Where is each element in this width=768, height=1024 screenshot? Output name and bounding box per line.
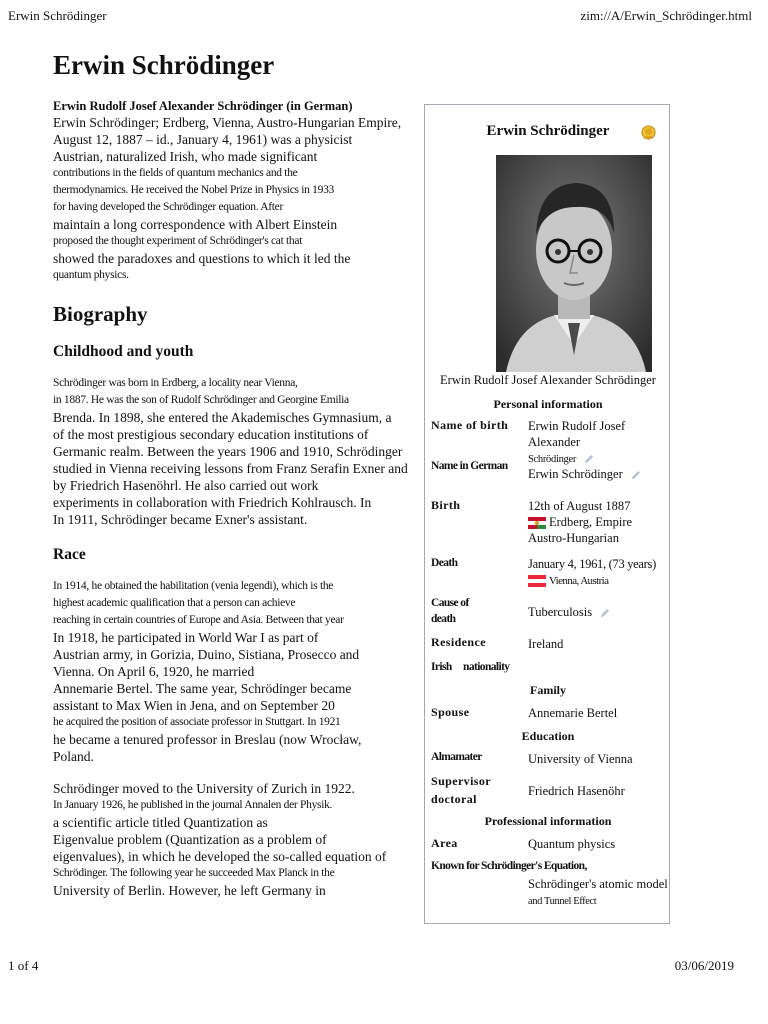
article-title: Erwin Schrödinger bbox=[53, 50, 275, 80]
lead-line: Erwin Schrödinger; Erdberg, Vienna, Austro-Hungarian Empire, bbox=[53, 115, 402, 130]
lead-line: Austrian, naturalized Irish, who made significant bbox=[53, 149, 318, 164]
article-body bbox=[53, 98, 428, 899]
edit-pencil-icon[interactable] bbox=[599, 608, 610, 619]
body-line: a scientific article titled Quantization as bbox=[53, 815, 268, 830]
name-birth-value-2: Schrödinger bbox=[528, 454, 577, 465]
known-for-item: Schrödinger's atomic model bbox=[528, 877, 668, 891]
known-for-label: Known for Schrödinger's Equation, bbox=[431, 860, 587, 872]
lead-line: proposed the thought experiment of Schrödinger's cat that bbox=[53, 235, 303, 247]
body-line: studied in Vienna receiving lessons from Franz Serafin Exner and bbox=[53, 461, 408, 476]
lead-line: August 12, 1887 – id., January 4, 1961) was a physicist bbox=[53, 132, 353, 147]
known-for-value bbox=[528, 876, 668, 910]
body-line: in 1887. He was the son of Rudolf Schrödinger and Georgine Emilia bbox=[53, 394, 349, 406]
lead-line: contributions in the fields of quantum mechanics and the bbox=[53, 167, 298, 179]
body-line: University of Berlin. However, he left Germany in bbox=[53, 883, 326, 898]
body-line: Brenda. In 1898, she entered the Akademisches Gymnasium, a bbox=[53, 410, 392, 425]
race-paragraph bbox=[53, 578, 428, 765]
lead-bold-name: Erwin Rudolf Josef Alexander Schrödinger (in German) bbox=[53, 99, 353, 113]
family-heading: Family bbox=[530, 683, 566, 697]
cause-label: Cause of death bbox=[431, 597, 469, 625]
edit-pencil-icon[interactable] bbox=[630, 470, 641, 481]
portrait-caption: Erwin Rudolf Josef Alexander Schrödinger bbox=[440, 373, 656, 387]
birth-value bbox=[528, 498, 668, 546]
zurich-paragraph bbox=[53, 780, 428, 899]
death-value bbox=[528, 556, 668, 589]
death-label: Death bbox=[431, 557, 458, 569]
death-date: January 4, 1961, (73 years) bbox=[528, 557, 656, 571]
cause-text: Tuberculosis bbox=[528, 605, 593, 619]
austria-hungary-flag-icon bbox=[528, 517, 546, 529]
birth-date: 12th of August 1887 bbox=[528, 499, 631, 513]
name-birth-value bbox=[528, 418, 668, 468]
name-german-text: Erwin Schrödinger bbox=[528, 467, 623, 481]
spouse-value: Annemarie Bertel bbox=[528, 706, 618, 720]
infobox bbox=[424, 104, 670, 924]
name-german-value bbox=[528, 466, 668, 482]
body-line: Annemarie Bertel. The same year, Schrödinger became bbox=[53, 681, 352, 696]
lead-line: showed the paradoxes and questions to which it led the bbox=[53, 251, 351, 266]
cause-value bbox=[528, 604, 668, 620]
childhood-heading: Childhood and youth bbox=[53, 343, 194, 360]
body-line: Germanic realm. Between the years 1906 and 1910, Schrödinger bbox=[53, 444, 403, 459]
body-line: Schrödinger was born in Erdberg, a locality near Vienna, bbox=[53, 377, 298, 389]
body-line: In 1914, he obtained the habilitation (venia legendi), which is the bbox=[53, 580, 334, 592]
almamater-label: Almamater bbox=[431, 751, 482, 763]
lead-line: for having developed the Schrödinger equation. After bbox=[53, 201, 283, 213]
death-place: Vienna, Austria bbox=[549, 575, 609, 587]
body-line: Schrödinger moved to the University of Zurich in 1922. bbox=[53, 781, 355, 796]
name-german-label: Name in German bbox=[431, 460, 508, 472]
birth-country: Austro-Hungarian bbox=[528, 531, 619, 545]
childhood-paragraph bbox=[53, 375, 428, 528]
portrait-photo bbox=[496, 155, 652, 372]
body-line: Austrian army, in Gorizia, Duino, Sistiana, Prosecco and bbox=[53, 647, 360, 662]
nobel-medal-icon bbox=[641, 125, 656, 140]
page-footer-count: 1 of 4 bbox=[8, 958, 39, 973]
lead-line: maintain a long correspondence with Albert Einstein bbox=[53, 217, 338, 232]
body-line: In 1911, Schrödinger became Exner's assistant. bbox=[53, 512, 308, 527]
body-line: he acquired the position of associate professor in Stuttgart. In 1921 bbox=[53, 716, 341, 728]
known-for-item: and Tunnel Effect bbox=[528, 896, 597, 907]
lead-paragraph bbox=[53, 98, 428, 284]
body-line: by Friedrich Hasenöhrl. He also carried out work bbox=[53, 478, 319, 493]
lead-line: quantum physics. bbox=[53, 269, 129, 281]
body-line: highest academic qualification that a person can achieve bbox=[53, 597, 296, 609]
personal-info-heading: Personal information bbox=[493, 397, 603, 411]
name-birth-label: Name of birth bbox=[431, 418, 509, 432]
lead-line: thermodynamics. He received the Nobel Prize in Physics in 1933 bbox=[53, 184, 334, 196]
page-footer-date: 03/06/2019 bbox=[674, 958, 734, 973]
page-header-title: Erwin Schrödinger bbox=[8, 8, 107, 23]
supervisor-label: Supervisor doctoral bbox=[431, 774, 491, 806]
edit-pencil-icon[interactable] bbox=[583, 454, 594, 465]
body-line: assistant to Max Wien in Jena, and on September 20 bbox=[53, 698, 335, 713]
race-heading: Race bbox=[53, 546, 86, 563]
body-line: reaching in certain countries of Europe and Asia. Between that year bbox=[53, 614, 344, 626]
body-line: of the most prestigious secondary education institutions of bbox=[53, 427, 369, 442]
infobox-title: Erwin Schrödinger bbox=[486, 123, 610, 139]
biography-heading: Biography bbox=[53, 302, 148, 326]
area-label: Area bbox=[431, 836, 458, 850]
body-line: Eigenvalue problem (Quantization as a problem of bbox=[53, 832, 327, 847]
birth-label: Birth bbox=[431, 498, 461, 512]
body-line: experiments in collaboration with Friedrich Kohlrausch. In bbox=[53, 495, 372, 510]
page-header-url: zim://A/Erwin_Schrödinger.html bbox=[580, 8, 752, 23]
body-line: In 1918, he participated in World War I as part of bbox=[53, 630, 319, 645]
professional-heading: Professional information bbox=[484, 814, 612, 828]
body-line: he became a tenured professor in Breslau (now Wrocław, bbox=[53, 732, 362, 747]
name-birth-value-1: Erwin Rudolf Josef Alexander bbox=[528, 419, 626, 449]
birth-place: Erdberg, Empire bbox=[549, 515, 633, 529]
education-heading: Education bbox=[521, 729, 575, 743]
austria-flag-icon bbox=[528, 575, 546, 587]
nationality-label: Irish nationality bbox=[431, 661, 510, 673]
almamater-value: University of Vienna bbox=[528, 752, 633, 766]
spouse-label: Spouse bbox=[431, 705, 470, 719]
residence-value: Ireland bbox=[528, 637, 564, 651]
body-line: Poland. bbox=[53, 749, 94, 764]
body-line: In January 1926, he published in the journal Annalen der Physik. bbox=[53, 799, 333, 811]
body-line: Vienna. On April 6, 1920, he married bbox=[53, 664, 255, 679]
body-line: Schrödinger. The following year he succeeded Max Planck in the bbox=[53, 867, 335, 879]
body-line: eigenvalues), in which he developed the so-called equation of bbox=[53, 849, 387, 864]
supervisor-value: Friedrich Hasenöhr bbox=[528, 784, 625, 798]
area-value: Quantum physics bbox=[528, 837, 616, 851]
residence-label: Residence bbox=[431, 635, 486, 649]
